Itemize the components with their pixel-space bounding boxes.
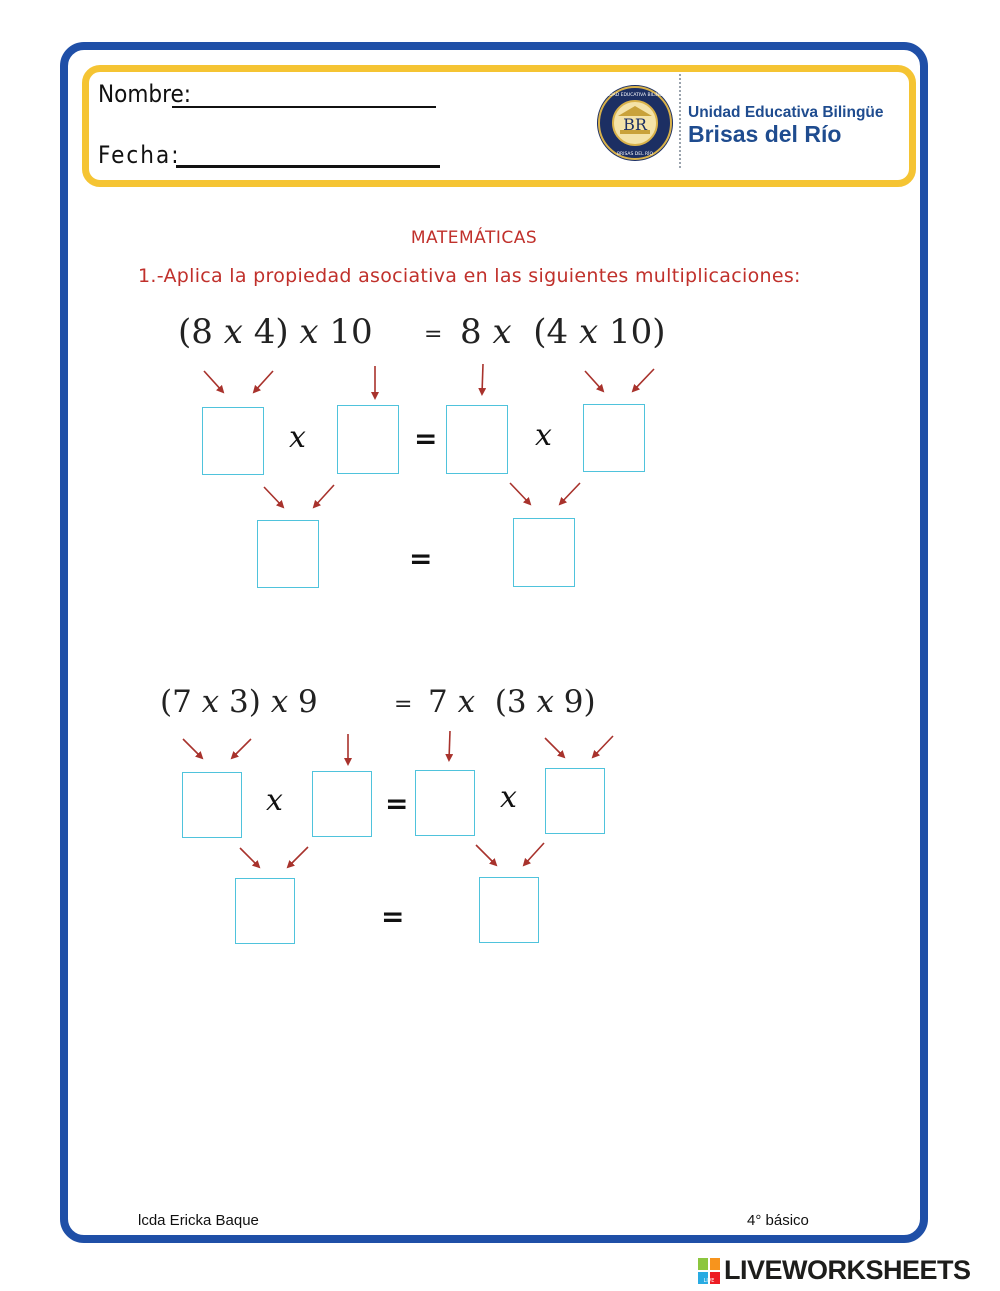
footer-grade: 4° básico	[747, 1212, 809, 1229]
exercise-1-box-a[interactable]	[202, 407, 264, 475]
exercise-1-times-right: x	[535, 418, 552, 453]
exercise-1-left-expression: (8 x 4) x 10	[178, 312, 373, 352]
school-seal-logo	[596, 84, 674, 162]
date-label: Fecha:	[98, 141, 181, 169]
exercise-1-box-d[interactable]	[583, 404, 645, 472]
footer-teacher: lcda Ericka Baque	[138, 1212, 259, 1229]
exercise-1-box-b[interactable]	[337, 405, 399, 474]
date-field[interactable]	[176, 165, 440, 168]
exercise-2-right-expression: 7 x (3 x 9)	[428, 684, 596, 720]
exercise-2-box-a[interactable]	[182, 772, 242, 838]
name-label: Nombre:	[98, 80, 192, 108]
exercise-2-equals-result: =	[381, 900, 405, 933]
exercise-2-box-b[interactable]	[312, 771, 372, 837]
liveworksheets-logo-icon	[698, 1258, 720, 1284]
exercise-2-box-result-right[interactable]	[479, 877, 539, 943]
exercise-1-equals: =	[424, 322, 443, 347]
exercise-1-box-c[interactable]	[446, 405, 508, 474]
seal-ring-top: UNIDAD EDUCATIVA BILINGÜE	[601, 93, 669, 98]
exercise-2-box-d[interactable]	[545, 768, 605, 834]
liveworksheets-icon-letters: LIVE	[703, 1278, 715, 1284]
exercise-1-right-expression: 8 x (4 x 10)	[460, 312, 666, 352]
page-border	[60, 42, 928, 1243]
exercise-2-equals: =	[394, 692, 413, 717]
exercise-1-box-result-right[interactable]	[513, 518, 575, 587]
liveworksheets-watermark: LIVEWORKSHEETS	[724, 1255, 971, 1285]
seal-ring-bottom: BRISAS DEL RÍO	[616, 152, 654, 157]
logo-divider	[679, 74, 681, 168]
exercise-2-equals-row: =	[385, 787, 409, 820]
exercise-1-equals-row: =	[414, 422, 438, 455]
exercise-1-times-left: x	[289, 420, 306, 455]
exercise-2-box-c[interactable]	[415, 770, 475, 836]
seal-letters: BR	[623, 115, 647, 134]
exercise-2-times-left: x	[266, 783, 283, 818]
school-name-line2: Brisas del Río	[688, 121, 842, 147]
exercise-2-box-result-left[interactable]	[235, 878, 295, 944]
subject-title: MATEMÁTICAS	[410, 228, 538, 248]
instruction-text: 1.-Aplica la propiedad asociativa en las siguientes multiplicaciones:	[138, 265, 801, 287]
exercise-2-times-right: x	[500, 780, 517, 815]
name-field[interactable]	[172, 106, 436, 108]
exercise-2-left-expression: (7 x 3) x 9	[160, 684, 318, 720]
exercise-1-box-result-left[interactable]	[257, 520, 319, 588]
exercise-1-equals-result: =	[409, 542, 433, 575]
school-name-line1: Unidad Educativa Bilingüe	[688, 104, 884, 121]
